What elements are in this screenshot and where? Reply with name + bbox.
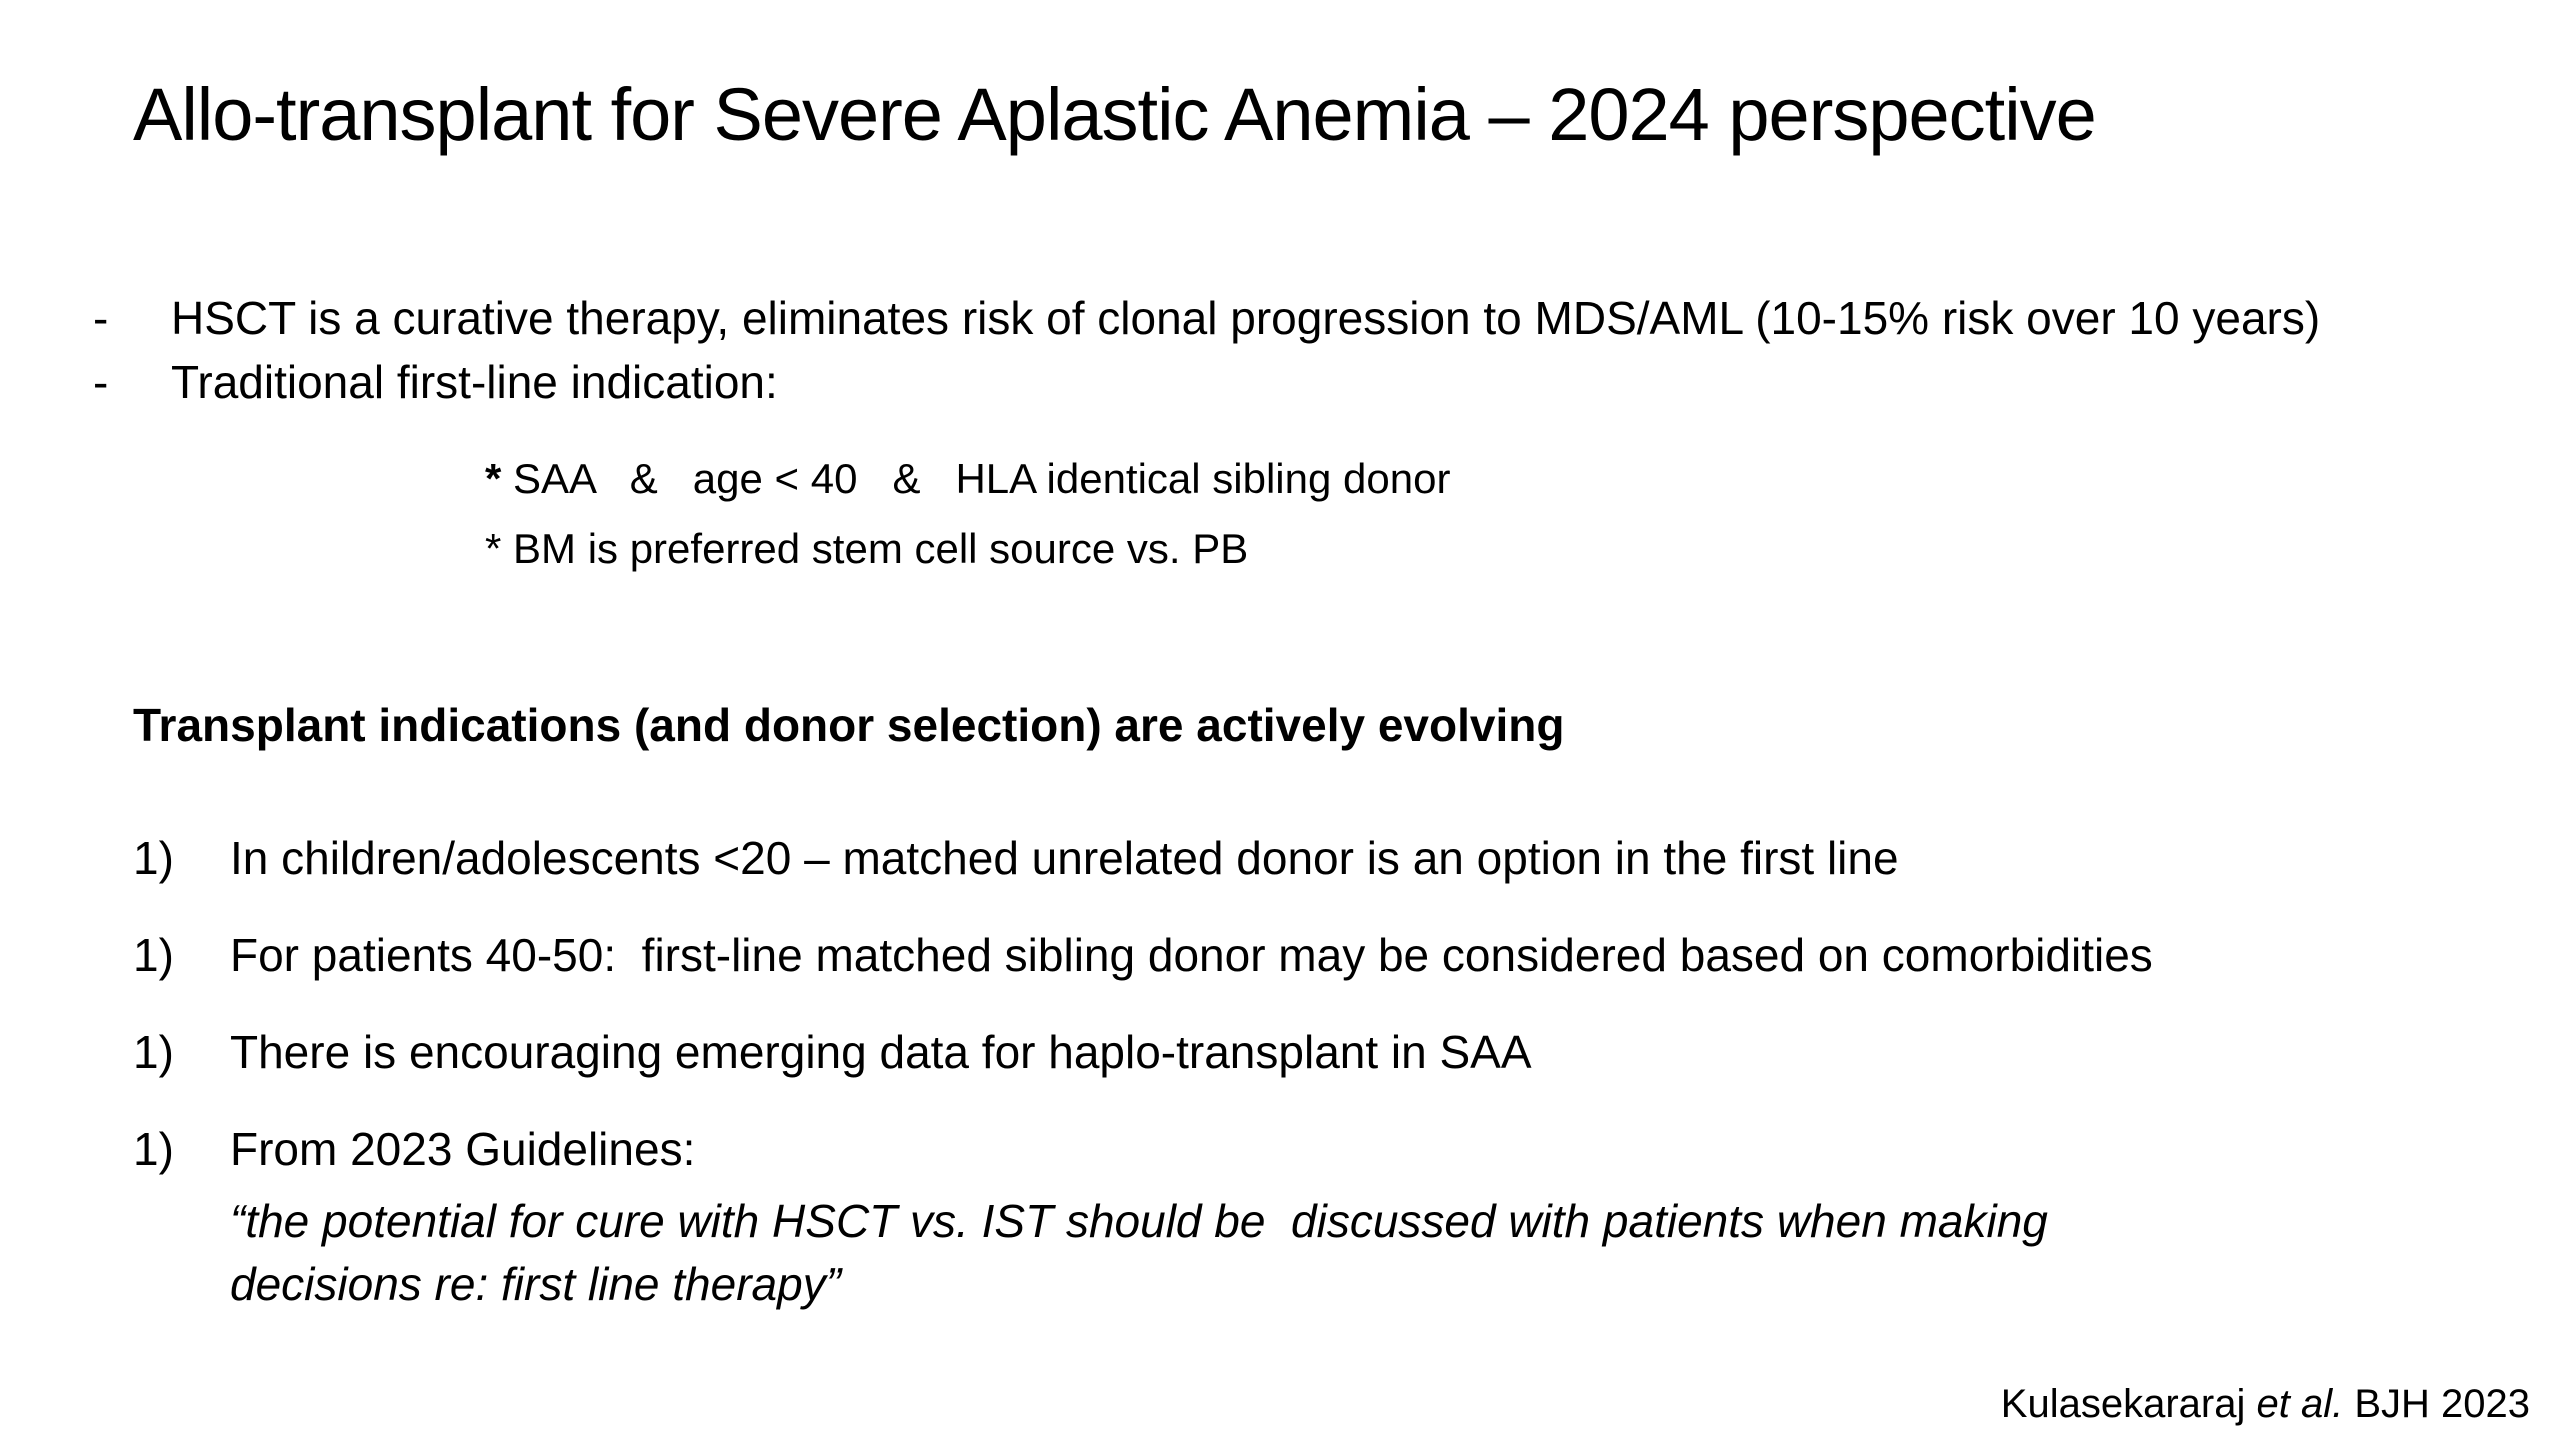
asterisk-marker: * bbox=[485, 455, 502, 502]
numbered-item-text: For patients 40-50: first-line matched sibling donor may be considered based on comorbidities bbox=[230, 929, 2153, 981]
dash-marker: - bbox=[93, 292, 109, 344]
slide-title: Allo-transplant for Severe Aplastic Anemia – 2024 perspective bbox=[133, 73, 2096, 156]
citation-etal: et al. bbox=[2256, 1382, 2344, 1426]
section-heading: Transplant indications (and donor selection) are actively evolving bbox=[133, 699, 1565, 751]
citation bbox=[2001, 1382, 2530, 1427]
dash-marker: - bbox=[93, 356, 109, 408]
sub-bullet-text: BM is preferred stem cell source vs. PB bbox=[513, 525, 1249, 572]
asterisk-marker: * bbox=[485, 525, 502, 572]
numbered-list bbox=[133, 826, 2153, 1214]
sub-bullet-item bbox=[485, 514, 1450, 584]
number-marker: 1) bbox=[133, 929, 174, 981]
numbered-item bbox=[133, 923, 2153, 987]
quote-line: decisions re: first line therapy” bbox=[230, 1258, 842, 1310]
guideline-quote bbox=[230, 1190, 2230, 1316]
citation-author: Kulasekararaj bbox=[2000, 1382, 2246, 1426]
dash-bullet-text: Traditional first-line indication: bbox=[171, 356, 778, 408]
numbered-item-text: In children/adolescents <20 – matched unrelated donor is an option in the first line bbox=[230, 832, 1899, 884]
numbered-item bbox=[133, 1117, 2153, 1181]
numbered-item bbox=[133, 826, 2153, 890]
dash-bullet-text: HSCT is a curative therapy, eliminates risk of clonal progression to MDS/AML (10-15% risk over 10 years) bbox=[171, 292, 2321, 344]
dash-bullet-list bbox=[93, 286, 2320, 414]
number-marker: 1) bbox=[133, 1123, 174, 1175]
sub-bullet-item bbox=[485, 444, 1450, 514]
sub-bullet-list bbox=[485, 444, 1450, 584]
dash-bullet-item bbox=[93, 350, 2320, 414]
numbered-item-text: There is encouraging emerging data for haplo-transplant in SAA bbox=[230, 1026, 1532, 1078]
dash-bullet-item bbox=[93, 286, 2320, 350]
number-marker: 1) bbox=[133, 832, 174, 884]
numbered-item bbox=[133, 1020, 2153, 1084]
sub-bullet-text: SAA & age < 40 & HLA identical sibling donor bbox=[513, 455, 1451, 502]
quote-line: “the potential for cure with HSCT vs. IST should be discussed with patients when making bbox=[230, 1195, 2048, 1247]
number-marker: 1) bbox=[133, 1026, 174, 1078]
numbered-item-text: From 2023 Guidelines: bbox=[230, 1123, 696, 1175]
citation-journal: BJH 2023 bbox=[2354, 1382, 2530, 1426]
